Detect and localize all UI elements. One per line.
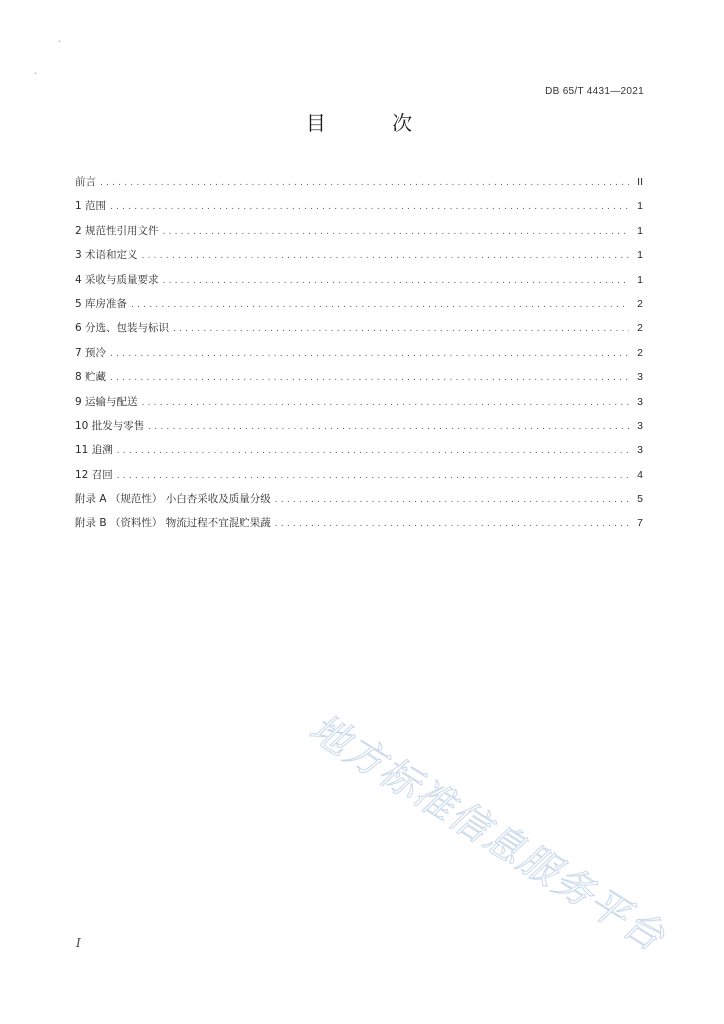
toc-entry-label: 前言 — [75, 176, 96, 188]
toc-entry-page-number: 1 — [637, 224, 643, 237]
toc-entry[interactable] — [75, 392, 643, 416]
toc-entry-label: 6 分选、包装与标识 — [75, 322, 170, 335]
toc-entry[interactable] — [75, 318, 643, 342]
toc-entry-page-number: 3 — [637, 444, 643, 457]
page-number: I — [76, 936, 81, 950]
toc-entry[interactable] — [75, 416, 643, 440]
toc-dot-leader — [275, 490, 629, 510]
toc-entry-page-number: 1 — [637, 200, 643, 213]
toc-entry-label: 11 追溯 — [75, 444, 113, 457]
toc-entry-label: 附录 A （规范性） 小白杏采收及质量分级 — [75, 493, 271, 506]
toc-entry-label: 7 预冷 — [75, 346, 107, 359]
table-of-contents — [75, 172, 643, 538]
toc-entry-page-number: 3 — [637, 419, 643, 432]
toc-entry[interactable] — [75, 196, 643, 220]
toc-entry[interactable] — [75, 270, 643, 294]
toc-entry-label: 2 规范性引用文件 — [75, 224, 159, 237]
toc-entry-label: 8 贮藏 — [75, 371, 107, 384]
toc-dot-leader — [110, 197, 629, 217]
toc-dot-leader — [142, 246, 629, 266]
toc-entry-label: 12 召回 — [75, 468, 113, 481]
toc-dot-leader — [131, 295, 629, 315]
toc-entry[interactable] — [75, 489, 643, 513]
toc-dot-leader — [110, 368, 629, 388]
toc-entry[interactable] — [75, 221, 643, 245]
toc-entry-page-number: 4 — [637, 468, 643, 481]
toc-entry-label: 4 采收与质量要求 — [75, 273, 159, 286]
toc-dot-leader — [163, 222, 629, 242]
toc-entry[interactable] — [75, 465, 643, 489]
toc-entry-label: 1 范围 — [75, 200, 107, 213]
toc-entry[interactable] — [75, 513, 643, 537]
toc-entry-label: 3 术语和定义 — [75, 249, 138, 262]
toc-entry-label: 10 批发与零售 — [75, 419, 145, 432]
toc-dot-leader — [142, 393, 629, 413]
toc-entry-label: 附录 B （资料性） 物流过程不宜混贮果蔬 — [75, 517, 271, 530]
toc-dot-leader — [173, 319, 629, 339]
toc-entry-page-number: 7 — [637, 517, 643, 530]
toc-entry[interactable] — [75, 172, 643, 196]
toc-dot-leader — [148, 417, 629, 437]
standard-number: DB 65/T 4431—2021 — [545, 86, 644, 97]
toc-entry-page-number: 1 — [637, 249, 643, 262]
toc-dot-leader — [163, 271, 629, 291]
toc-entry-page-number: 2 — [637, 346, 643, 359]
toc-entry-page-number: 3 — [637, 371, 643, 384]
toc-dot-leader — [275, 514, 629, 534]
toc-entry-page-number: 1 — [637, 273, 643, 286]
toc-entry[interactable] — [75, 245, 643, 269]
toc-entry-page-number: II — [637, 176, 643, 188]
toc-dot-leader — [117, 441, 629, 461]
toc-dot-leader — [110, 344, 629, 364]
toc-entry-page-number: 5 — [637, 493, 643, 506]
toc-entry[interactable] — [75, 343, 643, 367]
toc-entry-page-number: 2 — [637, 297, 643, 310]
toc-entry[interactable] — [75, 294, 643, 318]
toc-dot-leader — [117, 466, 629, 486]
toc-entry-page-number: 3 — [637, 395, 643, 408]
toc-entry[interactable] — [75, 367, 643, 391]
scan-mark: ˋ — [58, 40, 62, 49]
toc-entry[interactable] — [75, 440, 643, 464]
page-title: 目 次 — [305, 111, 443, 135]
watermark: 地方标准信息服务平台 — [301, 705, 673, 962]
toc-dot-leader — [100, 173, 629, 193]
toc-entry-page-number: 2 — [637, 322, 643, 335]
scan-mark: ˋ — [34, 72, 38, 81]
toc-entry-label: 9 运输与配送 — [75, 395, 138, 408]
toc-entry-label: 5 库房准备 — [75, 297, 128, 310]
